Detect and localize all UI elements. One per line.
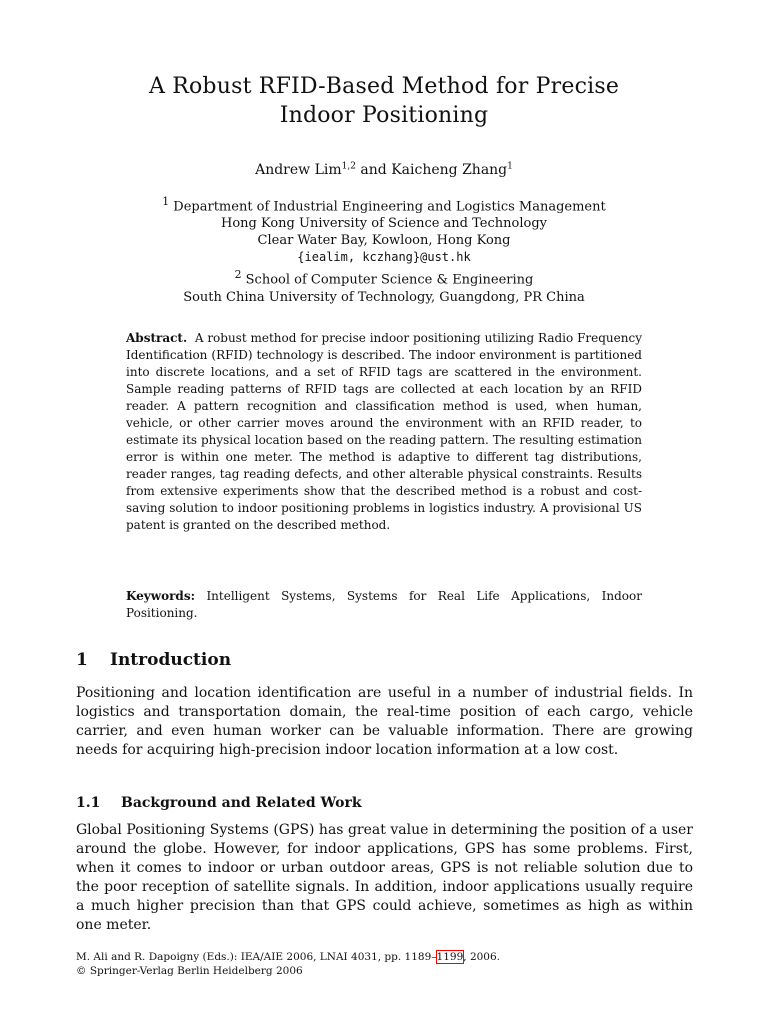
copyright-line: © Springer-Verlag Berlin Heidelberg 2006 — [76, 965, 303, 977]
affiliation-2-line-2: South China University of Technology, Guangdong, PR China — [183, 289, 585, 305]
section-number: 1 — [76, 650, 88, 670]
author-conjunction: and — [355, 162, 392, 178]
affiliation-1-line-2: Hong Kong University of Science and Technology — [221, 216, 547, 232]
author-name: Kaicheng Zhang — [391, 162, 508, 178]
abstract — [126, 330, 642, 534]
title-line-2: Indoor Positioning — [279, 103, 489, 128]
affiliation-1-line-3: Clear Water Bay, Kowloon, Hong Kong — [257, 233, 511, 249]
affiliation-mark: 2 — [234, 268, 242, 282]
subsection-title: Background and Related Work — [121, 795, 362, 811]
keywords — [126, 588, 642, 622]
body-paragraph: Positioning and location identification are useful in a number of industrial fields. In logistics and transportation domain, the real-time position of each cargo, vehicle carrier, and even human worker can be valuable information. There are growing needs for acquiring high-precision indoor location information at a low cost. — [76, 685, 693, 758]
title-line-1: A Robust RFID-Based Method for Precise — [148, 74, 620, 99]
citation-suffix: , 2006. — [463, 951, 501, 963]
author-affiliation-mark: 1,2 — [341, 161, 356, 172]
author-email[interactable]: {iealim, kczhang}@ust.hk — [297, 250, 471, 265]
section-heading — [76, 648, 231, 672]
affiliations-block — [0, 193, 768, 306]
citation-line — [76, 950, 693, 964]
subsection-number: 1.1 — [76, 795, 101, 811]
author-affiliation-mark: 1 — [507, 161, 513, 172]
keywords-text: Intelligent Systems, Systems for Real Life Applications, Indoor Positioning. — [126, 589, 642, 620]
author-name: Andrew Lim — [255, 162, 342, 178]
affiliation-dept: Department of Industrial Engineering and Logistics Management — [173, 199, 606, 215]
keywords-label: Keywords: — [126, 589, 196, 603]
citation-prefix: M. Ali and R. Dapoigny (Eds.): IEA/AIE 2006, LNAI 4031, pp. 1189– — [76, 951, 437, 963]
affiliation-mark: 1 — [162, 195, 170, 208]
paper-title — [0, 72, 768, 130]
affiliation-2-line-1 — [0, 266, 768, 288]
section-title: Introduction — [110, 650, 232, 670]
body-paragraph: Global Positioning Systems (GPS) has great value in determining the position of a user around the globe. However, for indoor applications, GPS has some problems. First, when it comes to indoor or urban outdoor areas, GPS is not reliable solution due to the poor reception of satellite signals. In addition, indoor applications usually require a much higher precision than that GPS could achieve, sometimes as high as within one meter. — [76, 822, 693, 933]
abstract-label: Abstract. — [126, 331, 188, 345]
affiliation-school: School of Computer Science & Engineering — [245, 272, 534, 288]
copyright-footer — [76, 950, 693, 978]
subsection-heading — [76, 793, 362, 813]
author-list — [0, 160, 768, 180]
abstract-text: A robust method for precise indoor positioning utilizing Radio Frequency Identification (RFID) technology is described. The indoor environment is partitioned into discrete locations, and a set of RFID tags are scattered in the environment. Sample reading patterns of RFID tags are collected at each location by an RFID reader. A pattern recognition and classification method is used, when human, vehicle, or other carrier moves around the environment with an RFID reader, to estimate its physical location based on the reading pattern. The resulting estimation error is within one meter. The method is adaptive to different tag distributions, reader ranges, tag reading defects, and other alterable physical constraints. Results from extensive experiments show that the described method is a robust and cost-saving solution to indoor positioning problems in logistics industry. A provisional US patent is granted on the described method. — [126, 331, 642, 532]
affiliation-1-line-1 — [0, 193, 768, 215]
page-end-link[interactable]: 1199 — [436, 951, 464, 963]
